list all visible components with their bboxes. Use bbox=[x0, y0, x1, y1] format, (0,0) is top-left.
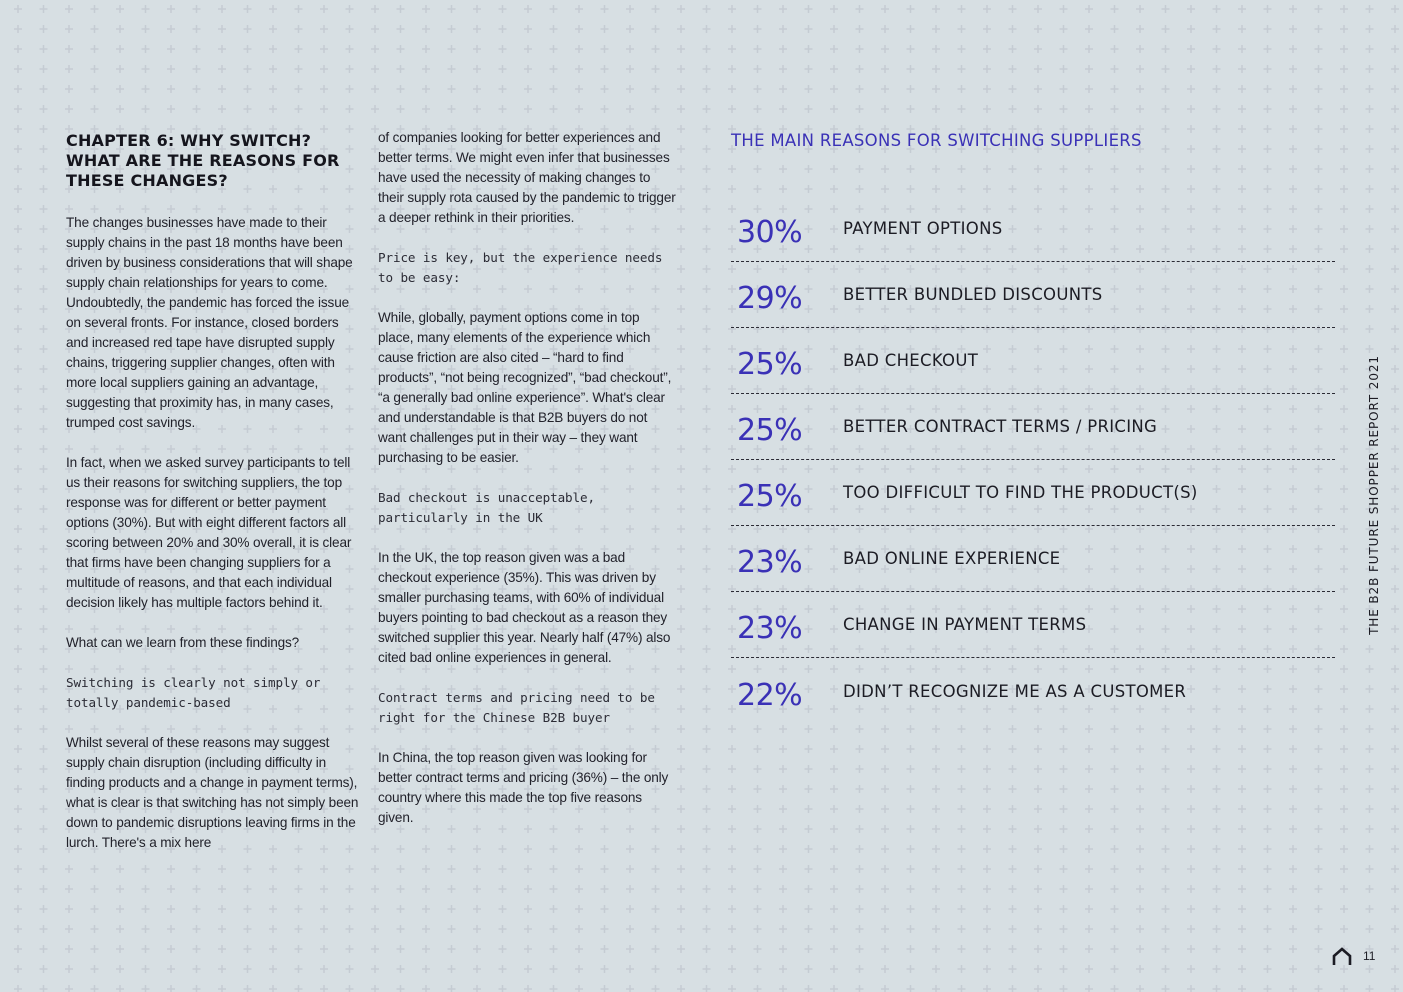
article-column-left bbox=[66, 131, 361, 873]
paragraph: Whilst several of these reasons may suggest supply chain disruption (including difficulty in finding products and a change in payment terms), what is clear is that switching has not simply been down to pandemic disruptions leaving firms in the lurch. There's a mix here bbox=[66, 735, 359, 850]
percentage-value: 25% bbox=[737, 413, 803, 448]
chart-row bbox=[731, 460, 1335, 526]
percentage-value: 23% bbox=[737, 545, 803, 580]
chart-row bbox=[731, 262, 1335, 328]
home-icon[interactable] bbox=[1331, 946, 1353, 966]
chart-row bbox=[731, 592, 1335, 658]
paragraph: What can we learn from these findings? bbox=[66, 635, 300, 650]
column-left-paragraphs bbox=[66, 213, 361, 853]
reason-label: TOO DIFFICULT TO FIND THE PRODUCT(S) bbox=[843, 483, 1198, 502]
report-title-vertical: THE B2B FUTURE SHOPPER REPORT 2021 bbox=[1367, 355, 1381, 635]
column-right-paragraphs bbox=[378, 128, 678, 828]
reason-label: BETTER BUNDLED DISCOUNTS bbox=[843, 285, 1103, 304]
percentage-value: 25% bbox=[737, 479, 803, 514]
chart-row bbox=[731, 196, 1335, 262]
percentage-value: 25% bbox=[737, 347, 803, 382]
switching-reasons-chart bbox=[731, 196, 1335, 724]
chart-row bbox=[731, 394, 1335, 460]
chart-row bbox=[731, 526, 1335, 592]
paragraph: of companies looking for better experiences and better terms. We might even infer that businesses have used the necessity of making changes to their supply rota caused by the pandemic to trigger a deeper rethink in their priorities. bbox=[378, 130, 676, 225]
paragraph: In fact, when we asked survey participants to tell us their reasons for switching suppliers, the top response was for different or better payment options (30%). But with eight different factors all scoring between 20% and 30% overall, it is clear that firms have been changing suppliers for a multitude of reasons, and that each individual decision likely has multiple factors behind it. bbox=[66, 455, 352, 610]
reason-label: PAYMENT OPTIONS bbox=[843, 219, 1003, 238]
reason-label: BAD CHECKOUT bbox=[843, 351, 979, 370]
reason-label: BETTER CONTRACT TERMS / PRICING bbox=[843, 417, 1158, 436]
percentage-value: 30% bbox=[737, 215, 803, 250]
paragraph: In the UK, the top reason given was a bad checkout experience (35%). This was driven by smaller purchasing teams, with 60% of individual buyers pointing to bad checkout as a reason they switched supplier this year. Nearly half (47%) also cited bad online experiences in general. bbox=[378, 550, 671, 665]
subheading: Switching is clearly not simply or totally pandemic-based bbox=[66, 675, 321, 710]
paragraph: While, globally, payment options come in top place, many elements of the experience which cause friction are also cited – “hard to find products”, “not being recognized”, “bad checkout”, “a generally bad online experience”. What's clear and understandable is that B2B buyers do not want challenges put in their way – they want purchasing to be easier. bbox=[378, 310, 672, 465]
percentage-value: 29% bbox=[737, 281, 803, 316]
article-column-right bbox=[378, 128, 678, 848]
subheading: Contract terms and pricing need to be right for the Chinese B2B buyer bbox=[378, 690, 655, 725]
chart-row bbox=[731, 328, 1335, 394]
subheading: Bad checkout is unacceptable, particularly in the UK bbox=[378, 490, 595, 525]
reason-label: BAD ONLINE EXPERIENCE bbox=[843, 549, 1061, 568]
chart-row bbox=[731, 658, 1335, 724]
percentage-value: 22% bbox=[737, 677, 803, 713]
subheading: Price is key, but the experience needs to be easy: bbox=[378, 250, 663, 285]
reason-label: DIDN’T RECOGNIZE ME AS A CUSTOMER bbox=[843, 681, 1187, 701]
paragraph: In China, the top reason given was looking for better contract terms and pricing (36%) – the only country where this made the top five reasons given. bbox=[378, 750, 669, 825]
percentage-value: 23% bbox=[737, 611, 803, 646]
page-number: 11 bbox=[1363, 949, 1376, 963]
paragraph: The changes businesses have made to their supply chains in the past 18 months have been driven by business considerations that will shape supply chain relationships for years to come. Undoubtedly, the pandemic has forced the issue on several fronts. For instance, closed borders and increased red tape have disrupted supply chains, triggering supplier changes, often with more local suppliers gaining an advantage, suggesting that proximity has, in many cases, trumped cost savings. bbox=[66, 215, 353, 430]
chapter-title: CHAPTER 6: WHY SWITCH? WHAT ARE THE REASONS FOR THESE CHANGES? bbox=[66, 131, 340, 190]
reason-label: CHANGE IN PAYMENT TERMS bbox=[843, 615, 1087, 634]
chart-title: THE MAIN REASONS FOR SWITCHING SUPPLIERS bbox=[731, 131, 1142, 150]
